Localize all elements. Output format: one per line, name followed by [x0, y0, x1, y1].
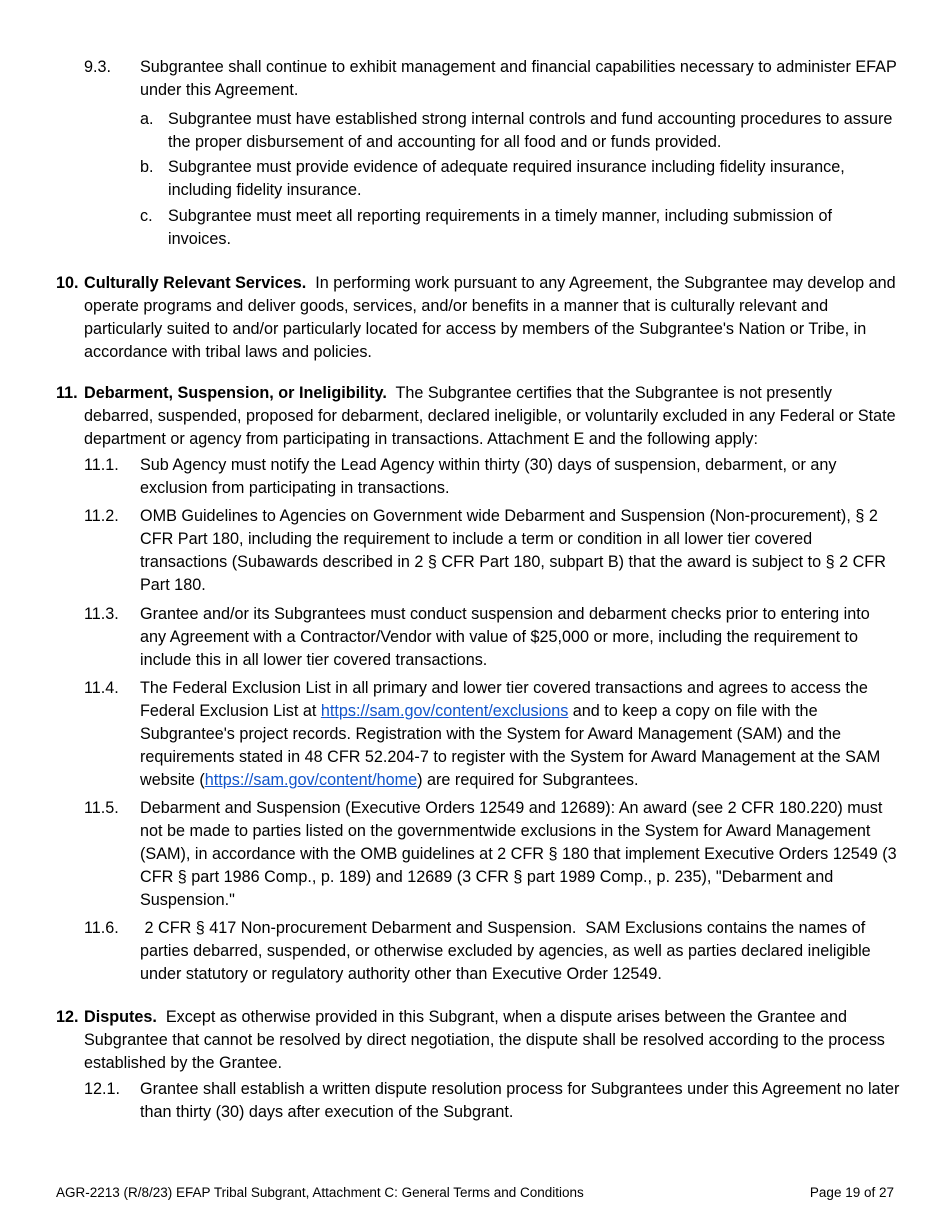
- section-body: [84, 1006, 896, 1075]
- item-text: Subgrantee must have established strong internal controls and fund accounting procedures to assure the proper disbursement of and accounting for all food and or funds provided.: [168, 110, 893, 151]
- clause-text: OMB Guidelines to Agencies on Government wide Debarment and Suspension (Non-procurement), § 2 CFR Part 180, including the requirement to include a term or condition in all lower tier covered transactions (Subawards described in 2 § CFR Part 180, subpart B) that the award is subject to § 2 CFR Part 180.: [140, 507, 886, 594]
- clause-number: 11.3.: [84, 605, 119, 623]
- clause-text: Sub Agency must notify the Lead Agency within thirty (30) days of suspension, debarment, or any exclusion from participating in transactions.: [140, 456, 837, 497]
- item-label: b.: [140, 158, 154, 176]
- clause-number: 9.3.: [84, 58, 112, 76]
- section-title: Culturally Relevant Services.: [84, 274, 307, 292]
- section-number: 12.: [56, 1008, 79, 1026]
- item-label: c.: [140, 207, 153, 225]
- clause-text: 2 CFR § 417 Non-procurement Debarment and Suspension. SAM Exclusions contains the names of parties debarred, suspended, or otherwise excluded by agencies, as well as parties declared ineligible under statutory or regulatory authority other than Executive Order 12549.: [140, 919, 876, 983]
- item-label: a.: [140, 110, 154, 128]
- section-number: 11.: [56, 384, 78, 402]
- clause-text-part: and to keep a copy on file with the Subgrantee's project records. Registration with the System for Award Management (SAM) and the requirements stated in 48 CFR 52.204-7 to register with the System for Award Management at the SAM website (: [140, 702, 881, 789]
- section-text: The Subgrantee certifies that the Subgrantee is not presently debarred, suspended, proposed for debarment, declared ineligible, or voluntarily excluded in any Federal or State department or agency from participating in transactions. Attachment E and the following apply:: [84, 384, 896, 448]
- section-text: Except as otherwise provided in this Subgrant, when a dispute arises between the Grantee and Subgrantee that cannot be resolved by direct negotiation, the dispute shall be resolved according to the process established by the Grantee.: [84, 1008, 885, 1072]
- sam-home-link[interactable]: https://sam.gov/content/home: [204, 771, 418, 789]
- section-body: [84, 272, 896, 364]
- item-text: Subgrantee must provide evidence of adequate required insurance including fidelity insurance, including fidelity insurance.: [168, 158, 845, 199]
- clause-text: Debarment and Suspension (Executive Orders 12549 and 12689): An award (see 2 CFR 180.220) must not be made to parties listed on the governmentwide exclusions in the System for Award Management (SAM), in accordance with the OMB guidelines at 2 CFR § 180 that implement Executive Orders 12549 (3 CFR § part 1986 Comp., p. 189) and 12689 (3 CFR § part 1989 Comp., p. 235), "Debarment and Suspension.": [140, 799, 897, 909]
- clause-number: 11.2.: [84, 507, 119, 525]
- clause-text: Subgrantee shall continue to exhibit management and financial capabilities necessary to administer EFAP under this Agreement.: [140, 58, 897, 99]
- clause-number: 11.1.: [84, 456, 119, 474]
- clause-text: Grantee and/or its Subgrantees must conduct suspension and debarment checks prior to entering into any Agreement with a Contractor/Vendor with value of $25,000 or more, including the requirement to include this in all lower tier covered transactions.: [140, 605, 870, 669]
- section-body: [84, 382, 896, 451]
- footer-page-number: Page 19 of 27: [809, 1185, 894, 1200]
- clause-number: 11.4.: [84, 679, 119, 697]
- sam-exclusions-link[interactable]: https://sam.gov/content/exclusions: [320, 702, 569, 720]
- clause-number: 12.1.: [84, 1080, 121, 1098]
- clause-text-part: ) are required for Subgrantees.: [417, 771, 639, 789]
- clause-text-part: The Federal Exclusion List in all primary and lower tier covered transactions and agrees to access the Federal Exclusion List at: [140, 679, 868, 720]
- clause-text: Grantee shall establish a written dispute resolution process for Subgrantees under this Agreement no later than thirty (30) days after execution of the Subgrant.: [140, 1080, 900, 1121]
- clause-number: 11.5.: [84, 799, 119, 817]
- item-text: Subgrantee must meet all reporting requirements in a timely manner, including submission of invoices.: [168, 207, 833, 248]
- clause-text: [140, 677, 900, 792]
- footer-document-id: AGR-2213 (R/8/23) EFAP Tribal Subgrant, Attachment C: General Terms and Conditions: [56, 1185, 584, 1200]
- clause-number: 11.6.: [84, 919, 119, 937]
- section-title: Disputes.: [84, 1008, 157, 1026]
- section-text: In performing work pursuant to any Agreement, the Subgrantee may develop and operate programs and deliver goods, services, and/or benefits in a manner that is culturally relevant and particularly suited to and/or particularly located for access by members of the Subgrantee's Nation or Tribe, in accordance with tribal laws and policies.: [84, 274, 896, 361]
- section-title: Debarment, Suspension, or Ineligibility.: [84, 384, 387, 402]
- section-number: 10.: [56, 274, 79, 292]
